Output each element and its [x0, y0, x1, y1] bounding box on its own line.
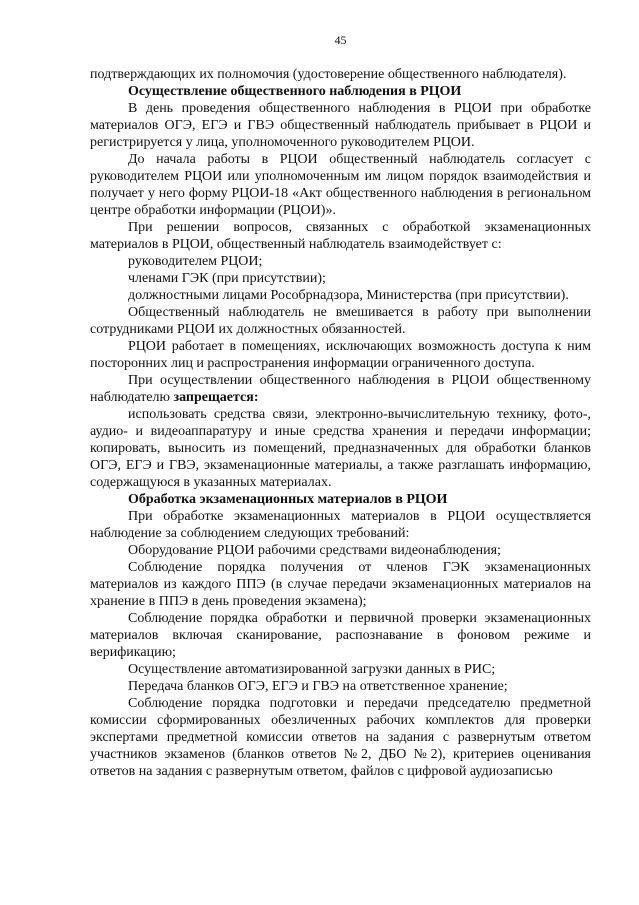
paragraph: Общественный наблюдатель не вмешивается в работу при выполнении сотрудниками РЦОИ их должностных обязанностей.	[90, 305, 591, 337]
paragraph: должностными лицами Рособрнадзора, Министерства (при присутствии).	[128, 288, 569, 303]
paragraph: Передача бланков ОГЭ, ЕГЭ и ГВЭ на ответственное хранение;	[128, 679, 508, 694]
paragraph: Осуществление автоматизированной загрузки данных в РИС;	[128, 662, 496, 677]
paragraph: До начала работы в РЦОИ общественный наблюдатель согласует с руководителем РЦОИ или уполномоченным им лицом порядок взаимодействия и получает у него форму РЦОИ-18 «Акт общественного наблюдения в региональном центре обработки информации (РЦОИ)».	[90, 152, 591, 218]
emphasis-text: запрещается:	[173, 390, 259, 405]
paragraph	[90, 372, 591, 406]
section-heading: Обработка экзаменационных материалов в РЦОИ	[128, 492, 448, 507]
page-number: 45	[334, 33, 347, 47]
paragraph: подтверждающих их полномочия (удостоверение общественного наблюдателя).	[90, 67, 567, 82]
paragraph: Соблюдение порядка подготовки и передачи председателю предметной комиссии сформированных обезличенных рабочих комплектов для проверки экспертами предметной комиссии ответов на задания с развернутым ответом участников экзаменов (бланков ответов №2, ДБО №2), критериев оценивания ответов на задания с развернутым ответом, файлов с цифровой аудиозаписью	[90, 696, 591, 779]
paragraph: Соблюдение порядка получения от членов ГЭК экзаменационных материалов из каждого ППЭ (в случае передачи экзаменационных материалов на хранение в ППЭ в день проведения экзамена);	[90, 560, 591, 609]
section-heading: Осуществление общественного наблюдения в РЦОИ	[128, 84, 462, 99]
paragraph: При решении вопросов, связанных с обработкой экзаменационных материалов в РЦОИ, общественный наблюдатель взаимодействует с:	[90, 220, 591, 252]
paragraph: Оборудование РЦОИ рабочими средствами видеонаблюдения;	[128, 543, 501, 558]
paragraph: В день проведения общественного наблюдения в РЦОИ при обработке материалов ОГЭ, ЕГЭ и ГВЭ общественный наблюдатель прибывает в РЦОИ и регистрируется у лица, уполномоченного руководителем РЦОИ.	[90, 101, 591, 150]
paragraph: РЦОИ работает в помещениях, исключающих возможность доступа к ним посторонних лиц и распространения информации ограниченного доступа.	[90, 339, 591, 371]
paragraph: членами ГЭК (при присутствии);	[128, 271, 326, 286]
paragraph: Соблюдение порядка обработки и первичной проверки экзаменационных материалов включая сканирование, распознавание в фоновом режиме и верификацию;	[90, 611, 591, 660]
paragraph: использовать средства связи, электронно-вычислительную технику, фото-, аудио- и видеоаппаратуру и иные средства хранения и передачи информации; копировать, выносить из помещений, предназначенных для обработки бланков ОГЭ, ЕГЭ и ГВЭ, экзаменационные материалы, а также разглашать информацию, содержащуюся в указанных материалах.	[90, 407, 591, 490]
document-body	[90, 66, 591, 780]
paragraph: руководителем РЦОИ;	[128, 254, 263, 269]
paragraph: При обработке экзаменационных материалов в РЦОИ осуществляется наблюдение за соблюдением следующих требований:	[90, 509, 591, 541]
paragraph-text: При осуществлении общественного наблюдения в РЦОИ общественному наблюдателю	[90, 373, 591, 405]
